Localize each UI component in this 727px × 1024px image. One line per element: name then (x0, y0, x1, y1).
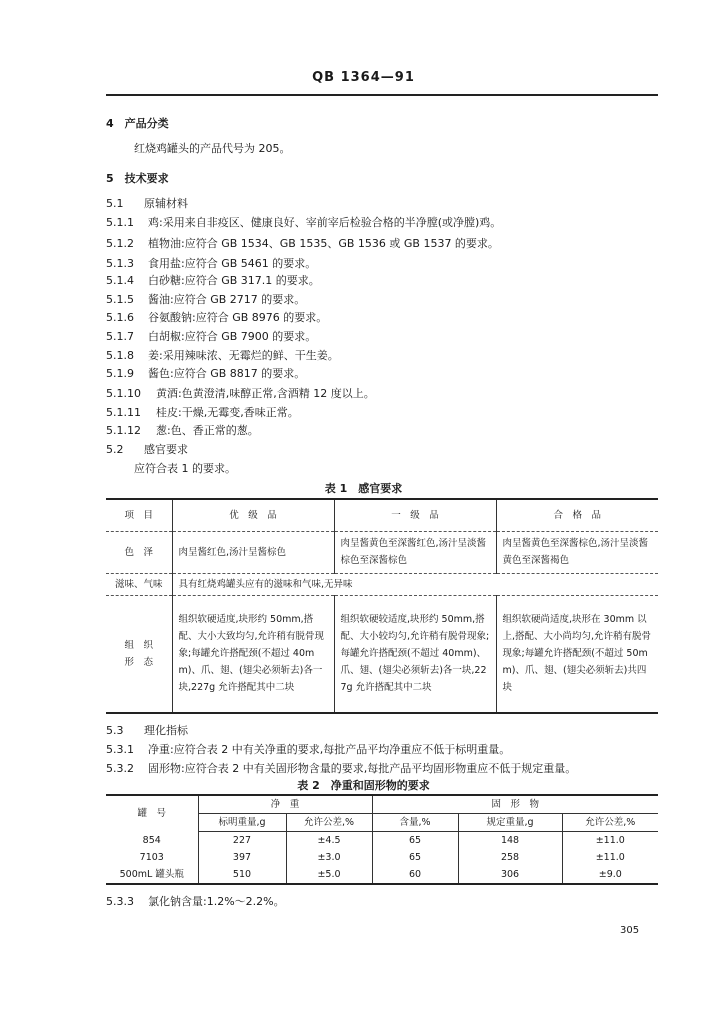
item-5-1-4: 5.1.4 白砂糖:应符合 GB 317.1 的要求。 (106, 274, 320, 287)
item-5-1-2: 5.1.2 植物油:应符合 GB 1534、GB 1535、GB 1536 或 GB 1537 的要求。 (106, 237, 499, 250)
table-row (106, 531, 658, 573)
table-header-first: 一 级 品 (334, 499, 496, 531)
table-cell: 258 (458, 849, 562, 866)
table-cell: 65 (372, 832, 458, 850)
table-cell: ±11.0 (562, 849, 658, 866)
table-cell: 854 (142, 834, 161, 846)
item-5-1-6: 5.1.6 谷氨酸钠:应符合 GB 8976 的要求。 (106, 311, 328, 324)
table-subheader: 允许公差,% (286, 814, 372, 832)
table-cell: 306 (458, 866, 562, 884)
table-cell: 肉呈酱黄色至深酱棕色,汤汁呈淡酱黄色至深酱褐色 (496, 531, 658, 573)
item-5-1-5: 5.1.5 酱油:应符合 GB 2717 的要求。 (106, 293, 306, 306)
section-5-3-heading: 5.3 理化指标 (106, 724, 188, 737)
item-5-1-12: 5.1.12 葱:色、香正常的葱。 (106, 424, 259, 437)
page-number: 305 (620, 925, 640, 936)
table-cell: 7103 (139, 852, 164, 863)
table-row (106, 499, 658, 531)
section-5-1-heading: 5.1 原辅材料 (106, 197, 188, 210)
table-cell: 组织软硬尚适度,块形在 30mm 以上,搭配、大小尚均匀,允许稍有脱骨现象;每罐允许搭配颈(不超过 50mm)、爪、翅、(翅尖必须斩去)共四块 (496, 595, 658, 713)
item-5-1-9: 5.1.9 酱色:应符合 GB 8817 的要求。 (106, 367, 306, 380)
section-5-2-text: 应符合表 1 的要求。 (134, 462, 236, 475)
table-cell: ±5.0 (286, 866, 372, 884)
item-5-1-1: 5.1.1 鸡:采用来自非疫区、健康良好、宰前宰后检验合格的半净膛(或净膛)鸡。 (106, 216, 502, 229)
table-row (106, 595, 658, 713)
item-5-3-3: 5.3.3 氯化钠含量:1.2%～2.2%。 (106, 895, 285, 908)
table-subheader: 标明重量,g (198, 814, 286, 832)
table-cell: 肉呈酱红色,汤汁呈酱棕色 (172, 531, 334, 573)
table-cell: ±11.0 (562, 832, 658, 850)
table-header-net: 净 重 (198, 795, 372, 814)
item-5-1-11: 5.1.11 桂皮:干燥,无霉变,香味正常。 (106, 406, 299, 419)
item-5-3-1: 5.3.1 净重:应符合表 2 中有关净重的要求,每批产品平均净重应不低于标明重量。 (106, 743, 511, 756)
table-cell-item: 滋味、气味 (106, 573, 172, 595)
item-5-1-10: 5.1.10 黄酒:色黄澄清,味醇正常,含酒精 12 度以上。 (106, 387, 375, 400)
table-header-item: 项 目 (106, 499, 172, 531)
table-cell: ±9.0 (562, 866, 658, 884)
table-row (106, 866, 658, 884)
standard-code-header: QB 1364—91 (312, 70, 415, 85)
section-5-2-heading: 5.2 感官要求 (106, 443, 188, 456)
table-header-qualified: 合 格 品 (496, 499, 658, 531)
table-cell-item: 组 织 形 态 (106, 595, 172, 713)
table-cell: 227 (198, 832, 286, 850)
table-subheader: 含量,% (372, 814, 458, 832)
item-5-1-7: 5.1.7 白胡椒:应符合 GB 7900 的要求。 (106, 330, 317, 343)
section-4-title: 4 产品分类 (106, 117, 169, 130)
section-5-title: 5 技术要求 (106, 172, 169, 185)
section-4-text: 红烧鸡罐头的产品代号为 205。 (134, 142, 291, 155)
table-cell: 500mL 罐头瓶 (106, 866, 198, 884)
item-5-3-2: 5.3.2 固形物:应符合表 2 中有关固形物含量的要求,每批产品平均固形物重应不低于规定重量。 (106, 762, 577, 775)
table-cell: 60 (372, 866, 458, 884)
table-cell-merged: 具有红烧鸡罐头应有的滋味和气味,无异味 (172, 573, 658, 595)
table-1-caption: 表 1 感官要求 (324, 482, 403, 495)
table-cell: 组织软硬适度,块形约 50mm,搭配、大小大致均匀,允许稍有脱骨现象;每罐允许搭配颈(不超过 40mm)、爪、翅、(翅尖必须斩去)各一块,227g 允许搭配其中二块 (172, 595, 334, 713)
table-cell: 510 (198, 866, 286, 884)
table-2-net-weight (106, 794, 658, 885)
item-5-1-3: 5.1.3 食用盐:应符合 GB 5461 的要求。 (106, 257, 317, 270)
header-rule (106, 94, 658, 96)
table-row (106, 573, 658, 595)
table-row (106, 832, 658, 850)
table-cell-item: 色 泽 (106, 531, 172, 573)
table-subheader: 规定重量,g (458, 814, 562, 832)
table-2-caption: 表 2 净重和固形物的要求 (297, 779, 430, 792)
table-cell: 65 (372, 849, 458, 866)
table-cell: ±4.5 (286, 832, 372, 850)
table-header-can: 罐 号 (106, 795, 198, 832)
table-cell: 肉呈酱黄色至深酱红色,汤汁呈淡酱棕色至深酱棕色 (334, 531, 496, 573)
table-cell: 397 (198, 849, 286, 866)
item-5-1-8: 5.1.8 姜:采用辣味浓、无霉烂的鲜、干生姜。 (106, 349, 339, 362)
table-row (106, 849, 658, 866)
table-cell: 组织软硬较适度,块形约 50mm,搭配、大小较均匀,允许稍有脱骨现象;每罐允许搭配颈(不超过 40mm)、爪、翅、(翅尖必须斩去)各一块,227g 允许搭配其中二块 (334, 595, 496, 713)
table-subheader: 允许公差,% (562, 814, 658, 832)
table-cell: ±3.0 (286, 849, 372, 866)
table-row (106, 795, 658, 814)
table-1-sensory (106, 498, 658, 714)
table-cell: 148 (458, 832, 562, 850)
table-header-solid: 固 形 物 (372, 795, 658, 814)
table-header-premium: 优 级 品 (172, 499, 334, 531)
